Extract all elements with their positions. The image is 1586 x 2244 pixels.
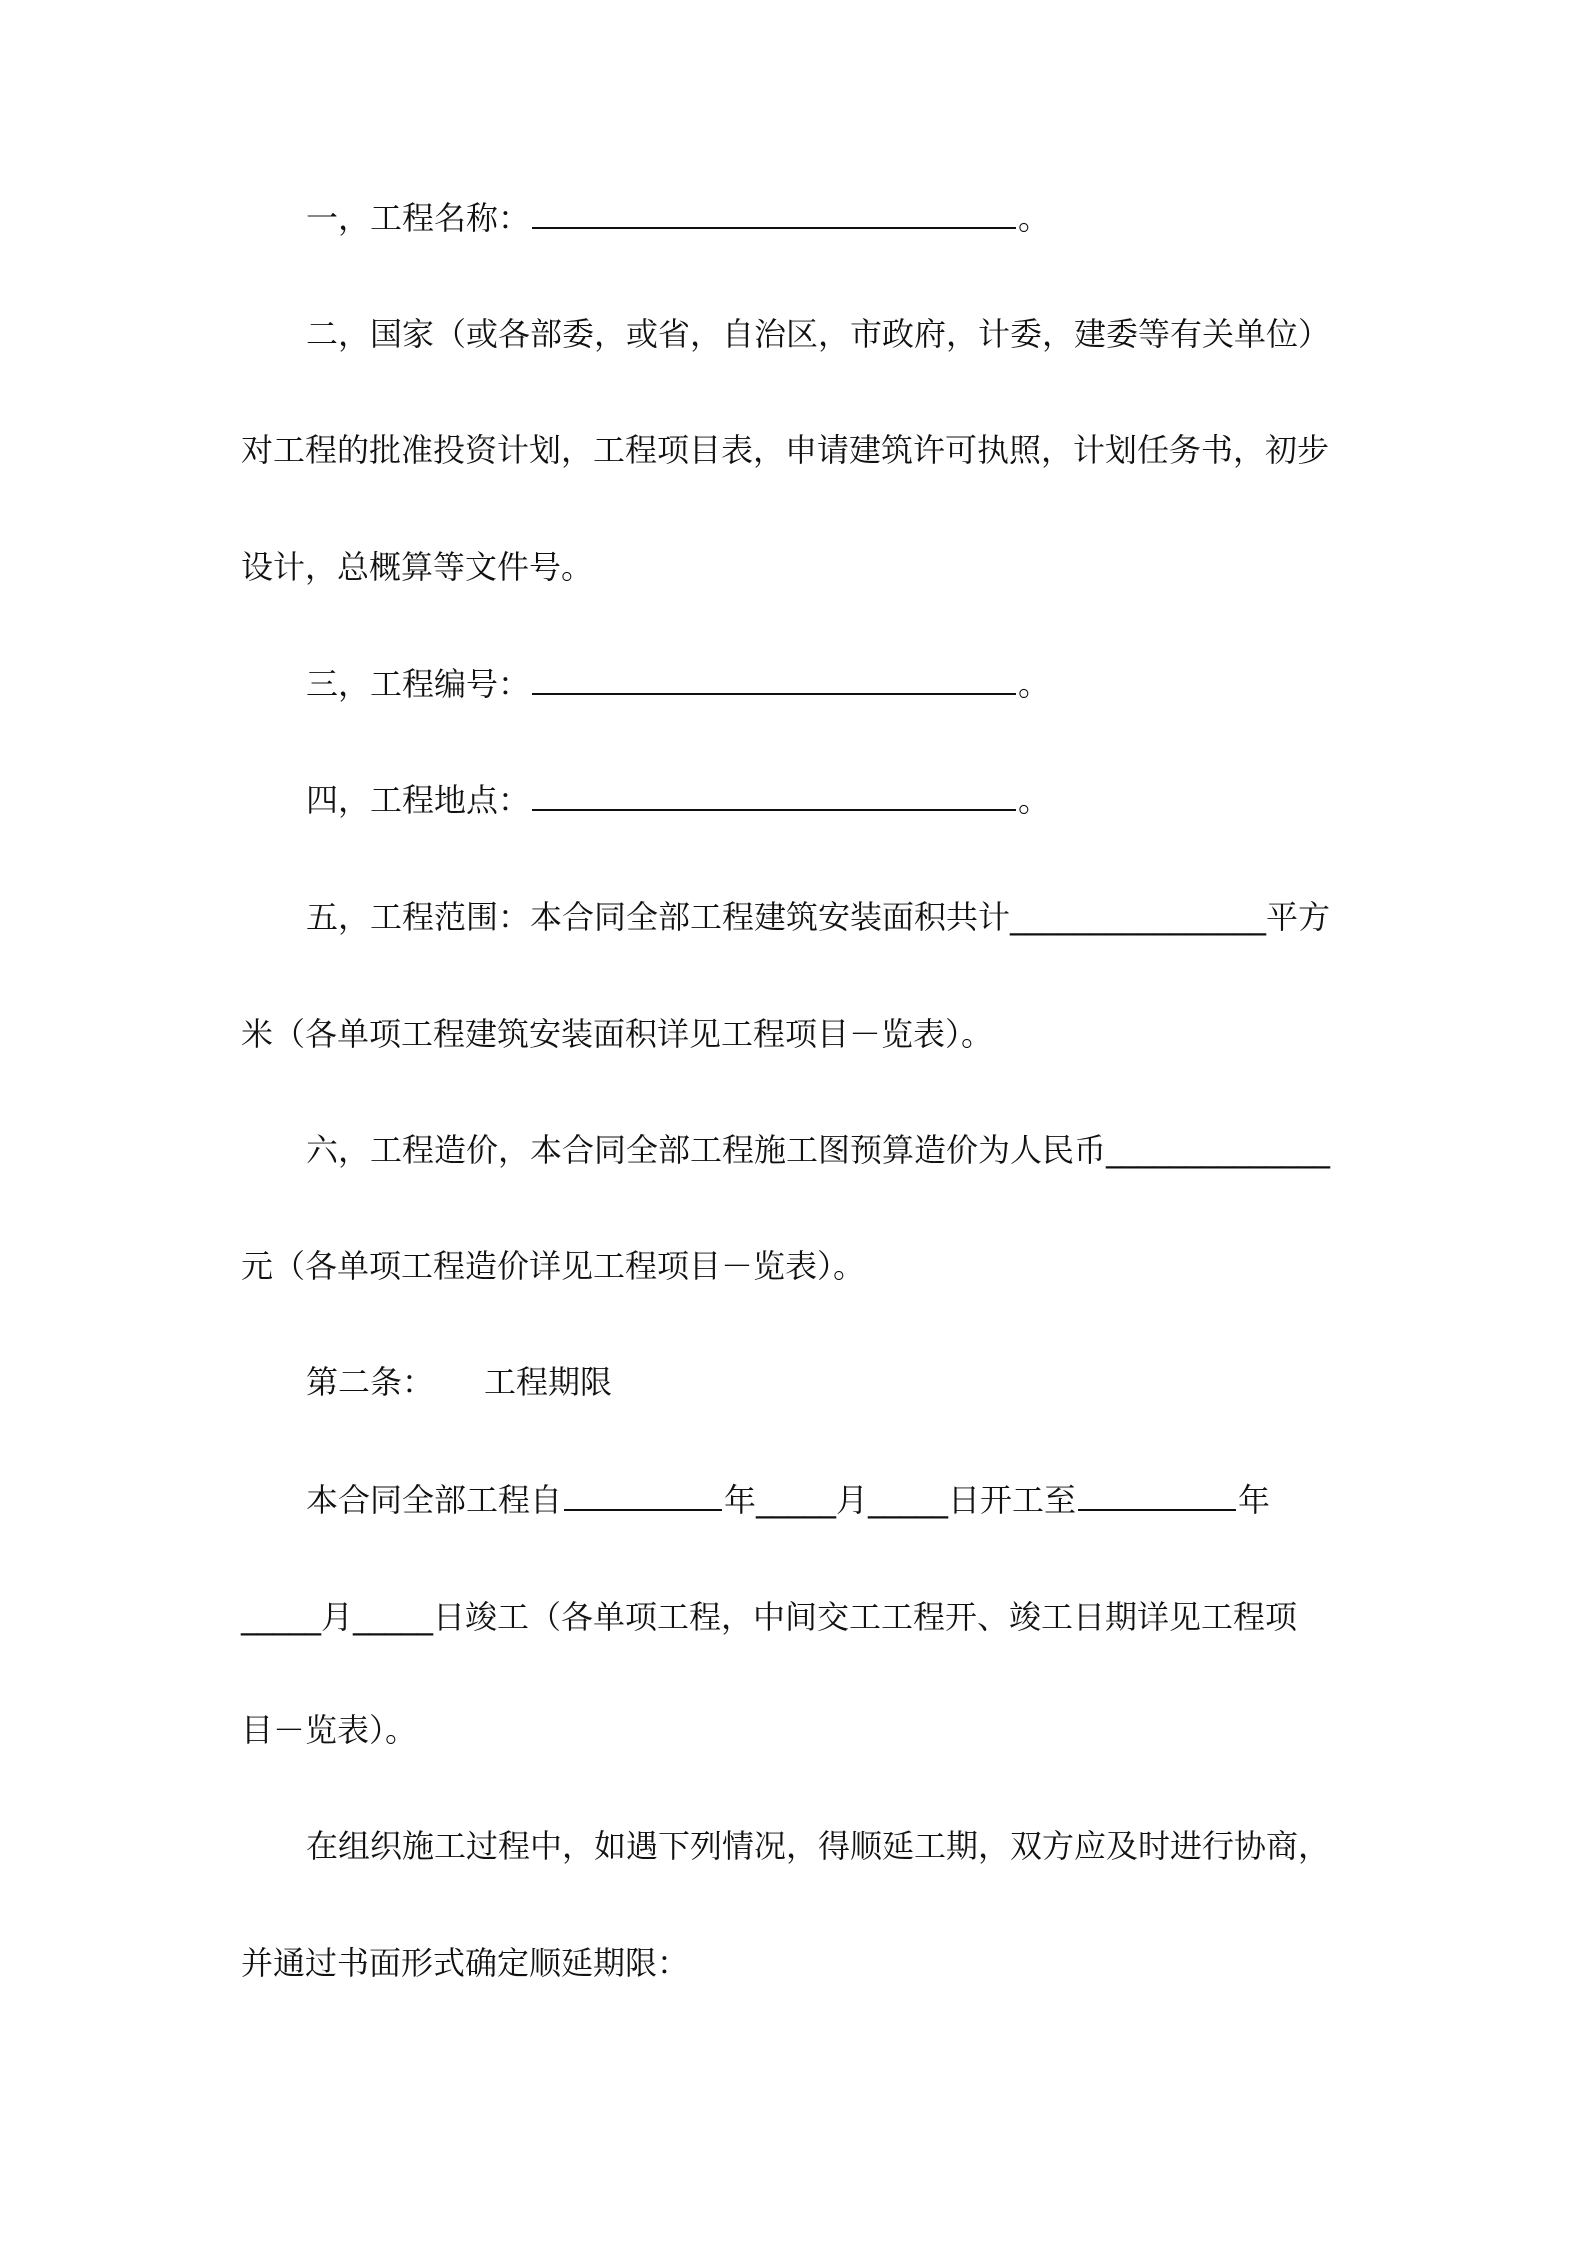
article-two-heading [306,1362,612,1402]
clause-scope-line-2: 米（各单项工程建筑安装面积详见工程项目－览表）。 [241,1015,994,1053]
clause-project-location [306,780,1050,820]
term-start-text: 本合同全部工程自 [306,1481,563,1519]
clause-project-name-end: 。 [1018,199,1051,237]
term-line-1 [306,1480,1270,1520]
clause-project-number [306,664,1050,704]
project-number-blank [532,669,1016,695]
extension-line-1: 在组织施工过程中，如遇下列情况，得顺延工期，双方应及时进行协商， [306,1827,1331,1865]
start-year-blank [564,1485,722,1511]
clause-project-name [306,198,1050,238]
term-line-2: _____月_____日竣工（各单项工程，中间交工工程开、竣工日期详见工程项 [241,1598,1298,1636]
clause-project-number-label: 三，工程编号： [306,665,531,703]
clause-approval-line-1: 二，国家（或各部委，或省，自治区，市政府，计委，建委等有关单位） [306,315,1331,353]
clause-approval-line-2: 对工程的批准投资计划，工程项目表，申请建筑许可执照，计划任务书，初步 [241,431,1330,469]
clause-project-location-end: 。 [1018,781,1051,819]
clause-scope-line-1: 五，工程范围：本合同全部工程建筑安装面积共计________________平方 [306,898,1331,936]
term-start-date-text: 年_____月_____日开工至 [724,1481,1077,1519]
clause-project-name-label: 一，工程名称： [306,199,531,237]
extension-line-2: 并通过书面形式确定顺延期限： [241,1944,690,1982]
clause-project-location-label: 四，工程地点： [306,781,531,819]
clause-project-number-end: 。 [1018,665,1051,703]
project-name-blank [532,203,1016,229]
clause-approval-line-3: 设计，总概算等文件号。 [241,548,594,586]
project-location-blank [532,785,1016,811]
article-title: 工程期限 [484,1363,613,1401]
clause-cost-line-1: 六，工程造价，本合同全部工程施工图预算造价为人民币______________ [306,1131,1331,1169]
clause-cost-line-2: 元（各单项工程造价详见工程项目－览表）。 [241,1247,866,1285]
term-line-3: 目－览表）。 [241,1711,418,1749]
term-end-year-text: 年 [1238,1481,1271,1519]
end-year-blank [1078,1485,1236,1511]
article-number: 第二条： [306,1363,435,1401]
